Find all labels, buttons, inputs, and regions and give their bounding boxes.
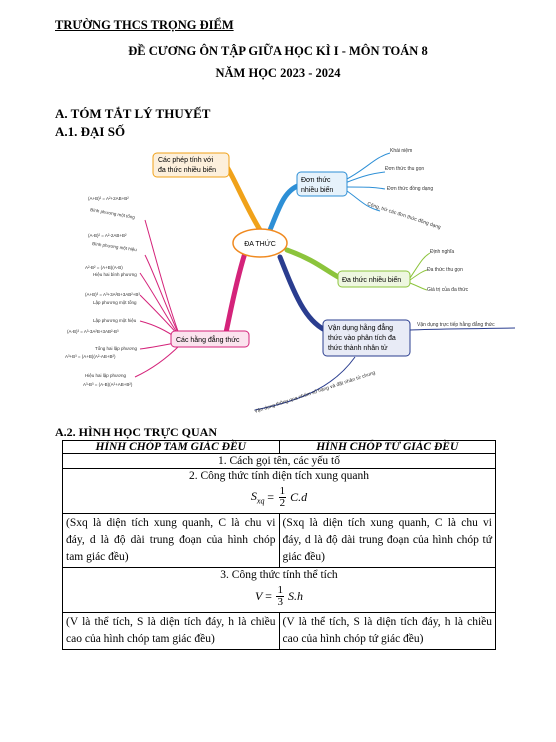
application-child-1: Vận dụng trực tiếp hằng đẳng thức [417, 322, 495, 328]
identity-1-name: Bình phương một tổng [89, 207, 136, 220]
application-label-3: thức thành nhân tử [328, 345, 388, 352]
identity-5-name: Lập phương một hiệu [93, 318, 137, 323]
identity-6-formula: A³+B³ = (A+B)(A²-AB+B²) [65, 354, 116, 359]
center-label: ĐA THỨC [244, 241, 276, 248]
application-child-2: Vận dụng thông qua nhóm số hạng và đặt nhân tử chung [253, 370, 377, 415]
school-name: TRƯỜNG THCS TRỌNG ĐIỂM [55, 18, 234, 32]
polynomial-child-3: Giá trị của đa thức [427, 287, 469, 293]
volume-formula: V = $\frac{1}{3}$ S.h [255, 584, 303, 608]
identity-2-name: Bình phương một hiệu [91, 241, 138, 253]
section-a1-heading: A.1. ĐẠI SỐ [55, 124, 126, 139]
monomial-label-1: Đơn thức [301, 177, 331, 184]
col-square-pyramid: HÌNH CHÓP TỨ GIÁC ĐỀU [279, 441, 496, 454]
row-naming-elements: 1. Cách gọi tên, các yếu tố [63, 454, 496, 469]
lateral-desc-square: (Sxq là diện tích xung quanh, C là chu vi đáy, d là độ dài trung đoạn của hình chóp tứ giác đều) [279, 514, 496, 568]
document-title: ĐỀ CƯƠNG ÔN TẬP GIỮA HỌC KÌ I - MÔN TOÁN 8 [128, 44, 428, 58]
row-volume [63, 568, 496, 613]
identities-label: Các hằng đẳng thức [176, 337, 240, 344]
volume-desc-square: (V là thể tích, S là diện tích đáy, h là chiều cao của hình chóp tứ giác đều) [279, 613, 496, 650]
branch-monomial [270, 185, 300, 230]
application-label-1: Vận dụng hằng đẳng [328, 325, 394, 332]
identity-child-lines [135, 220, 180, 377]
lateral-area-formula: $S_{xq}$ = $\frac{1}{2}$ C.d [250, 485, 308, 509]
branch-identities [225, 253, 245, 337]
identity-leaves [65, 196, 140, 387]
polynomial-mind-map [55, 145, 525, 430]
monomial-label-2: nhiều biến [301, 187, 334, 194]
lateral-desc-triangular: (Sxq là diện tích xung quanh, C là chu vi đáy, d là độ dài trung đoạn của hình chóp tam giác đều) [63, 514, 280, 568]
identity-5-formula: (A-B)³ = A³-3A²B+3AB²-B³ [67, 329, 119, 334]
operations-label-1: Các phép tính với [158, 157, 214, 164]
identity-4-name: Lập phương một tổng [93, 300, 137, 305]
table-row [63, 454, 496, 469]
identity-7-formula: A³-B³ = (A-B)(A²+AB+B²) [83, 382, 133, 387]
school-year: NĂM HỌC 2023 - 2024 [215, 66, 341, 80]
monomial-child-2: Đơn thức thu gọn [385, 166, 425, 172]
section-a2-heading: A.2. HÌNH HỌC TRỰC QUAN [55, 425, 218, 439]
identity-7-name: Hiệu hai lập phương [85, 373, 126, 378]
table-row [63, 469, 496, 514]
volume-title: 3. Công thức tính thể tích [220, 569, 338, 581]
identity-1-formula: (A+B)² = A²+2AB+B² [88, 196, 129, 201]
branch-operations [227, 167, 260, 230]
polynomial-label: Đa thức nhiều biến [342, 277, 402, 284]
monomial-child-3: Đơn thức đồng dạng [387, 186, 434, 192]
polynomial-child-1: Định nghĩa [430, 249, 455, 255]
operations-label-2: đa thức nhiều biến [158, 167, 217, 174]
application-label-2: thức vào phân tích đa [328, 335, 396, 342]
branch-application [280, 257, 325, 330]
table-header-row [63, 441, 496, 454]
identity-6-name: Tổng hai lập phương [95, 346, 137, 351]
lateral-area-title: 2. Công thức tính diện tích xung quanh [189, 470, 369, 482]
table-row [63, 568, 496, 613]
polynomial-child-2: Đa thức thu gọn [427, 267, 463, 273]
monomial-child-1: Khái niệm [390, 148, 413, 154]
volume-desc-triangular: (V là thể tích, S là diện tích đáy, h là chiều cao của hình chóp tam giác đều) [63, 613, 280, 650]
identity-3-formula: A²-B² = (A+B)(A-B) [85, 265, 123, 270]
row-lateral-area [63, 469, 496, 514]
table-row [63, 613, 496, 650]
section-a-heading: A. TÓM TẮT LÝ THUYẾT [55, 106, 211, 121]
branch-polynomial [287, 250, 340, 278]
identity-3-name: Hiệu hai bình phương [93, 272, 137, 277]
monomial-child-4: Cộng, trừ các đơn thức đồng dạng [366, 201, 442, 231]
identity-2-formula: (A-B)² = A²-2AB+B² [88, 233, 127, 238]
col-triangular-pyramid: HÌNH CHÓP TAM GIÁC ĐỀU [63, 441, 280, 454]
identity-4-formula: (A+B)³ = A³+3A²B+3AB²+B³ [85, 292, 140, 297]
table-row [63, 514, 496, 568]
pyramid-formulas-table [62, 440, 496, 650]
